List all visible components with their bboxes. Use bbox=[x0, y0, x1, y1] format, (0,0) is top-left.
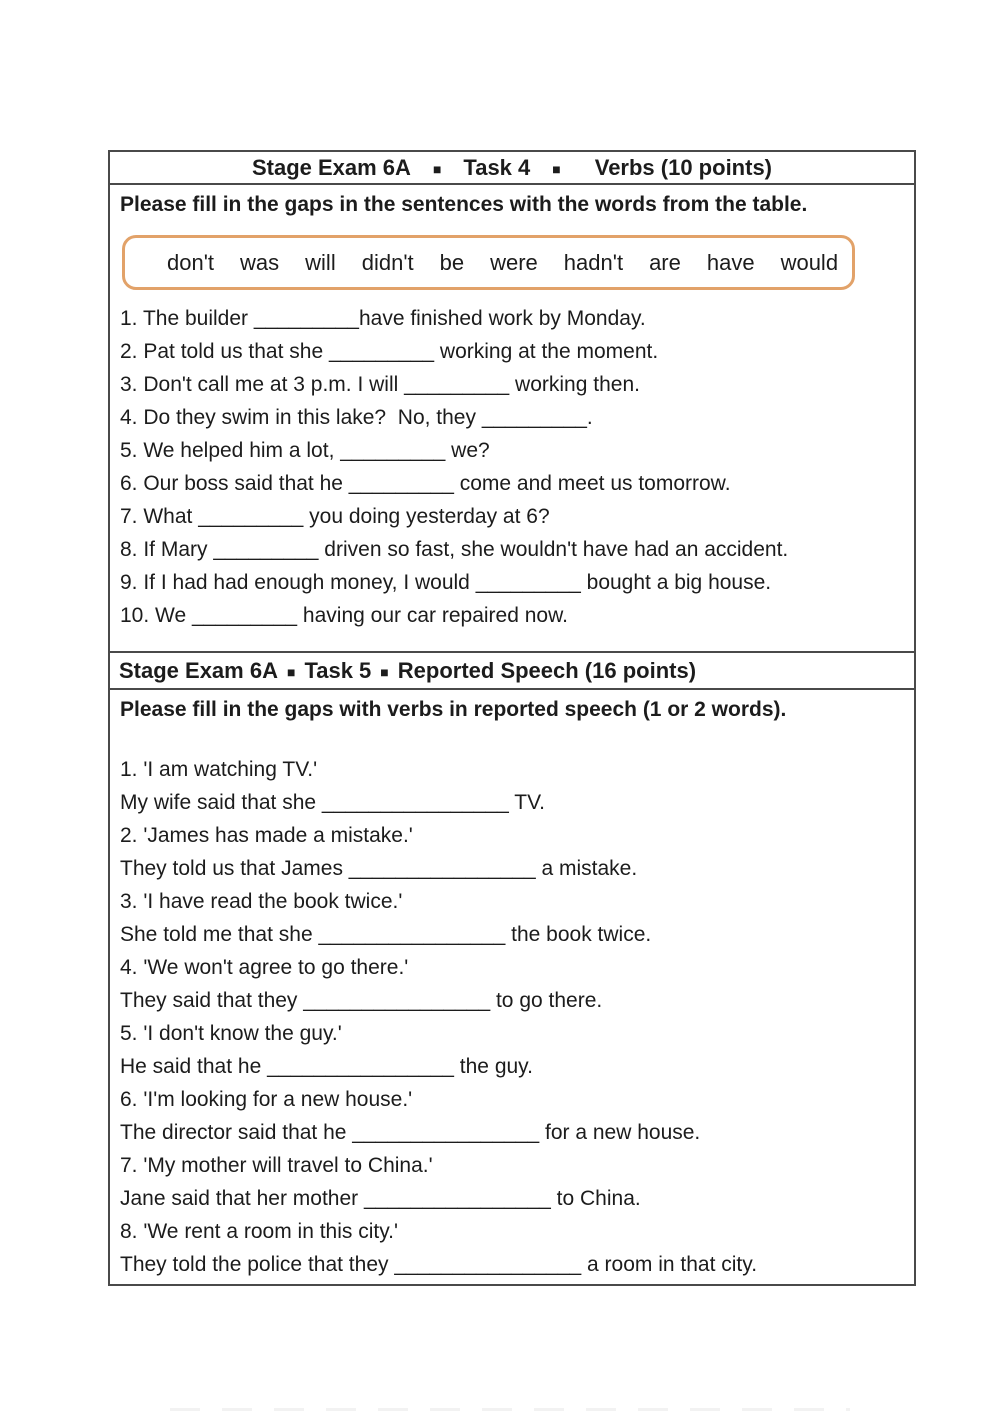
gap-sentence[interactable]: She told me that she ________________ the book twice. bbox=[120, 923, 652, 946]
gap-sentence[interactable]: Jane said that her mother ________________ to China. bbox=[120, 1187, 641, 1210]
word-bank-word: would bbox=[780, 249, 839, 275]
task5-item-1 bbox=[120, 753, 904, 819]
cutoff-scan-artifact bbox=[170, 1408, 850, 1411]
task5-item-7 bbox=[120, 1149, 904, 1215]
black-square-icon: ■ bbox=[552, 160, 561, 177]
worksheet-table bbox=[108, 150, 916, 1286]
task5-instruction: Please fill in the gaps with verbs in reported speech (1 or 2 words). bbox=[120, 698, 787, 721]
quote-sentence: 3. 'I have read the book twice.' bbox=[120, 890, 403, 913]
task4-sentence-list bbox=[120, 302, 904, 632]
task4-header-task-label: Task 4 bbox=[463, 154, 531, 180]
task5-item-8 bbox=[120, 1215, 904, 1281]
quote-sentence: 4. 'We won't agree to go there.' bbox=[120, 956, 409, 979]
quote-sentence: 7. 'My mother will travel to China.' bbox=[120, 1154, 433, 1177]
word-bank-word: have bbox=[706, 249, 755, 275]
black-square-icon: ■ bbox=[432, 160, 442, 177]
gap-sentence-4[interactable]: 4. Do they swim in this lake? No, they _________. bbox=[120, 406, 593, 429]
quote-sentence: 6. 'I'm looking for a new house.' bbox=[120, 1088, 413, 1111]
gap-sentence[interactable]: They told us that James ________________ a mistake. bbox=[120, 857, 638, 880]
black-square-icon: ■ bbox=[380, 663, 389, 680]
gap-sentence-10[interactable]: 10. We _________ having our car repaired now. bbox=[120, 604, 568, 627]
task5-header bbox=[110, 653, 914, 690]
task5-item-6 bbox=[120, 1083, 904, 1149]
task5-item-4 bbox=[120, 951, 904, 1017]
task5-item-5 bbox=[120, 1017, 904, 1083]
word-bank-box bbox=[122, 235, 855, 290]
task5-header-exam-title: Stage Exam 6A bbox=[119, 657, 278, 683]
task5-item-list bbox=[120, 753, 904, 1281]
gap-sentence-7[interactable]: 7. What _________ you doing yesterday at 6? bbox=[120, 505, 550, 528]
quote-sentence: 5. 'I don't know the guy.' bbox=[120, 1022, 342, 1045]
gap-sentence-6[interactable]: 6. Our boss said that he _________ come and meet us tomorrow. bbox=[120, 472, 731, 495]
gap-sentence-8[interactable]: 8. If Mary _________ driven so fast, she wouldn't have had an accident. bbox=[120, 538, 789, 561]
gap-sentence[interactable]: They said that they ________________ to go there. bbox=[120, 989, 603, 1012]
word-bank-word: be bbox=[439, 249, 465, 275]
task4-header bbox=[110, 152, 914, 185]
gap-sentence-9[interactable]: 9. If I had had enough money, I would _________ bought a big house. bbox=[120, 571, 772, 594]
task5-section bbox=[110, 690, 914, 1284]
gap-sentence-5[interactable]: 5. We helped him a lot, _________ we? bbox=[120, 439, 490, 462]
word-bank-word: was bbox=[240, 249, 280, 275]
gap-sentence[interactable]: My wife said that she ________________ TV. bbox=[120, 791, 545, 814]
gap-sentence-3[interactable]: 3. Don't call me at 3 p.m. I will _________ working then. bbox=[120, 373, 640, 396]
task5-item-2 bbox=[120, 819, 904, 885]
quote-sentence: 2. 'James has made a mistake.' bbox=[120, 824, 413, 847]
black-square-icon: ■ bbox=[286, 663, 296, 680]
gap-sentence[interactable]: The director said that he ________________ for a new house. bbox=[120, 1121, 701, 1144]
task5-header-topic: Reported Speech (16 points) bbox=[397, 657, 697, 683]
quote-sentence: 1. 'I am watching TV.' bbox=[120, 758, 318, 781]
quote-sentence: 8. 'We rent a room in this city.' bbox=[120, 1220, 399, 1243]
gap-sentence-2[interactable]: 2. Pat told us that she _________ working at the moment. bbox=[120, 340, 659, 363]
task4-header-topic: Verbs (10 points) bbox=[594, 154, 773, 180]
gap-sentence[interactable]: He said that he ________________ the guy. bbox=[120, 1055, 533, 1078]
word-bank-word: were bbox=[490, 249, 538, 275]
gap-sentence-1[interactable]: 1. The builder _________have finished work by Monday. bbox=[120, 307, 646, 330]
word-bank-word: hadn't bbox=[563, 249, 624, 275]
word-bank-word: don't bbox=[167, 249, 215, 275]
gap-sentence[interactable]: They told the police that they ________________ a room in that city. bbox=[120, 1253, 758, 1276]
task4-header-exam-title: Stage Exam 6A bbox=[251, 154, 411, 180]
word-bank-word: are bbox=[649, 249, 681, 275]
task5-header-task-label: Task 5 bbox=[304, 657, 372, 683]
word-bank-word: will bbox=[305, 249, 336, 275]
word-bank-word: didn't bbox=[361, 249, 414, 275]
task4-instruction: Please fill in the gaps in the sentences with the words from the table. bbox=[120, 193, 808, 216]
task4-section bbox=[110, 185, 914, 653]
task5-item-3 bbox=[120, 885, 904, 951]
